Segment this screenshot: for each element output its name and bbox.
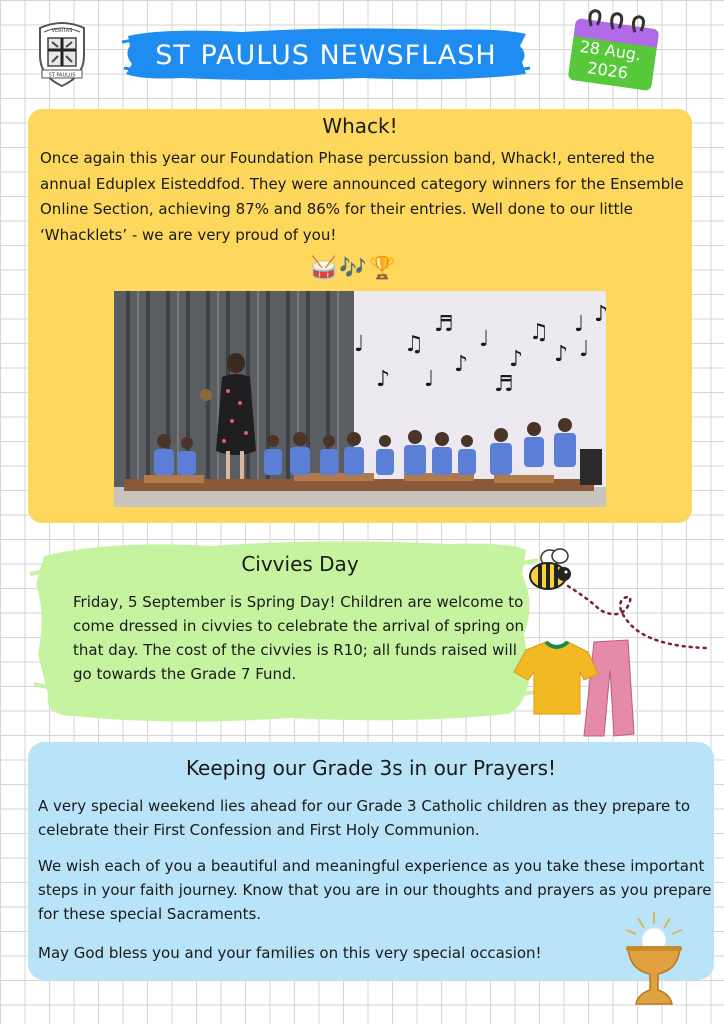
issue-date-day: 28 Aug. — [578, 36, 643, 65]
school-crest-logo — [34, 18, 90, 88]
prayers-paragraph-2: We wish each of you a beautiful and meaningful experience as you take these important steps in your faith journey. Know that you are in our thoughts and prayers as you prepare for these special Sacraments. — [38, 857, 712, 923]
prayers-heading: Keeping our Grade 3s in our Prayers! — [185, 756, 557, 780]
civvies-body-text: Friday, 5 September is Spring Day! Children are welcome to come dressed in civvies to celebrate the arrival of spring on that day. The cost of the civvies is R10; all funds raised will go towards the Grade 7 Fund. — [73, 593, 525, 683]
svg-text:♪: ♪ — [509, 347, 524, 372]
prayers-paragraph-3: May God bless you and your families on this very special occasion! — [38, 944, 542, 962]
svg-text:♩: ♩ — [479, 327, 490, 352]
svg-text:♩: ♩ — [354, 332, 365, 357]
svg-text:♩: ♩ — [579, 337, 590, 362]
clothes-illustration — [510, 630, 640, 740]
svg-text:ST PAULUS: ST PAULUS — [48, 72, 76, 79]
whack-heading: Whack! — [322, 114, 398, 138]
svg-text:♫: ♫ — [404, 332, 424, 357]
trophy-emoji-icon: 🏆 — [368, 255, 397, 281]
chalice-icon — [618, 906, 690, 1010]
svg-text:♩: ♩ — [574, 312, 585, 337]
svg-text:♩: ♩ — [424, 367, 435, 392]
svg-text:♬: ♬ — [494, 372, 514, 397]
svg-text:♬: ♬ — [434, 312, 454, 337]
svg-text:♪: ♪ — [376, 367, 391, 392]
issue-date-year: 2026 — [586, 58, 630, 83]
svg-text:♪: ♪ — [554, 342, 569, 367]
music-notes-emoji-icon: 🎶 — [339, 255, 367, 281]
percussion-band-photo — [114, 291, 609, 507]
drum-emoji-icon: 🥁 — [310, 255, 338, 281]
emoji-row — [310, 254, 410, 282]
svg-text:♫: ♫ — [529, 320, 549, 345]
prayers-paragraph-1: A very special weekend lies ahead for our Grade 3 Catholic children as they prepare to celebrate their First Confession and First Holy Communion. — [38, 797, 691, 839]
newsletter-title: ST PAULUS NEWSFLASH — [155, 39, 497, 71]
svg-text:♪: ♪ — [594, 302, 609, 327]
svg-text:♪: ♪ — [454, 352, 469, 377]
svg-text:VERITAS: VERITAS — [51, 28, 73, 34]
civvies-heading: Civvies Day — [241, 552, 359, 576]
whack-body-text: Once again this year our Foundation Phase percussion band, Whack!, entered the annual Eduplex Eisteddfod. They were announced category winners for the Ensemble Online Section, achieving 87% and 86% for their entries. Well done to our little ‘Whacklets’ - we are very proud of you! — [40, 149, 684, 244]
